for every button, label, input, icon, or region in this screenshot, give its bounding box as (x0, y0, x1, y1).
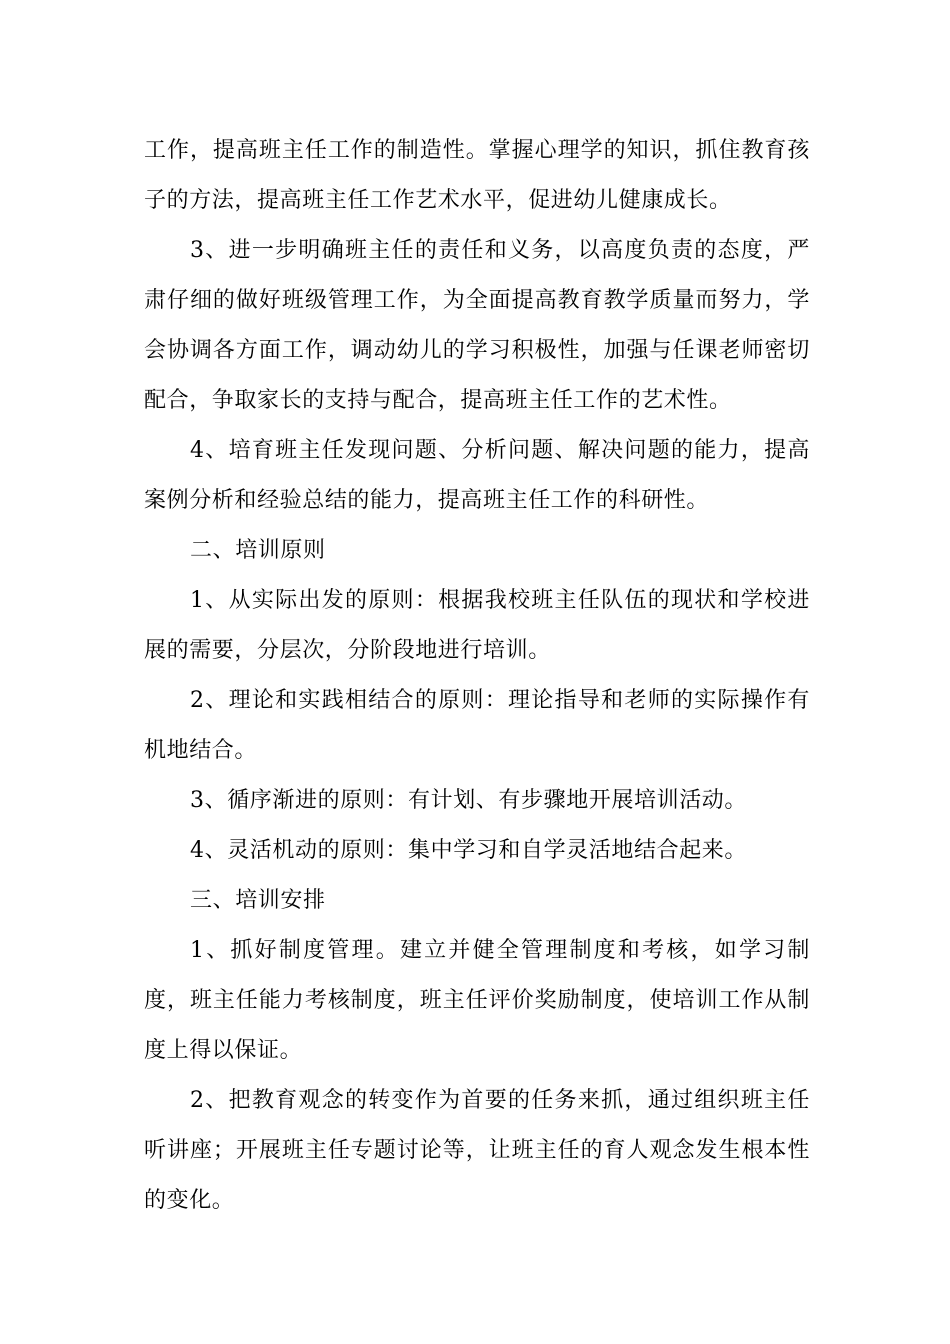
arrangement-item-1: 1、抓好制度管理。建立并健全管理制度和考核，如学习制度，班主任能力考核制度，班主任评价奖励制度，使培训工作从制度上得以保证。 (144, 938, 810, 1063)
paragraph-continued: 工作，提高班主任工作的制造性。掌握心理学的知识，抓住教育孩子的方法，提高班主任工作艺术水平，促进幼儿健康成长。 (144, 138, 810, 213)
principle-item-4: 4、灵活机动的原则：集中学习和自学灵活地结合起来。 (190, 838, 747, 863)
principle-item-2: 2、理论和实践相结合的原则：理论指导和老师的实际操作有机地结合。 (144, 688, 810, 763)
arrangement-item-2: 2、把教育观念的转变作为首要的任务来抓，通过组织班主任听讲座；开展班主任专题讨论等，让班主任的育人观念发生根本性的变化。 (144, 1088, 810, 1213)
paragraph-item-3: 3、进一步明确班主任的责任和义务，以高度负责的态度，严肃仔细的做好班级管理工作，为全面提高教育教学质量而努力，学会协调各方面工作，调动幼儿的学习积极性，加强与任课老师密切配合，争取家长的支持与配合，提高班主任工作的艺术性。 (144, 238, 810, 413)
section-heading-training-principles: 二、培训原则 (190, 538, 326, 563)
principle-item-1: 1、从实际出发的原则：根据我校班主任队伍的现状和学校进展的需要，分层次，分阶段地进行培训。 (144, 588, 810, 663)
paragraph-item-4: 4、培育班主任发现问题、分析问题、解决问题的能力，提高案例分析和经验总结的能力，提高班主任工作的科研性。 (144, 438, 810, 513)
section-heading-training-arrangement: 三、培训安排 (190, 888, 326, 913)
principle-item-3: 3、循序渐进的原则：有计划、有步骤地开展培训活动。 (190, 788, 747, 813)
document-body (144, 126, 810, 1226)
